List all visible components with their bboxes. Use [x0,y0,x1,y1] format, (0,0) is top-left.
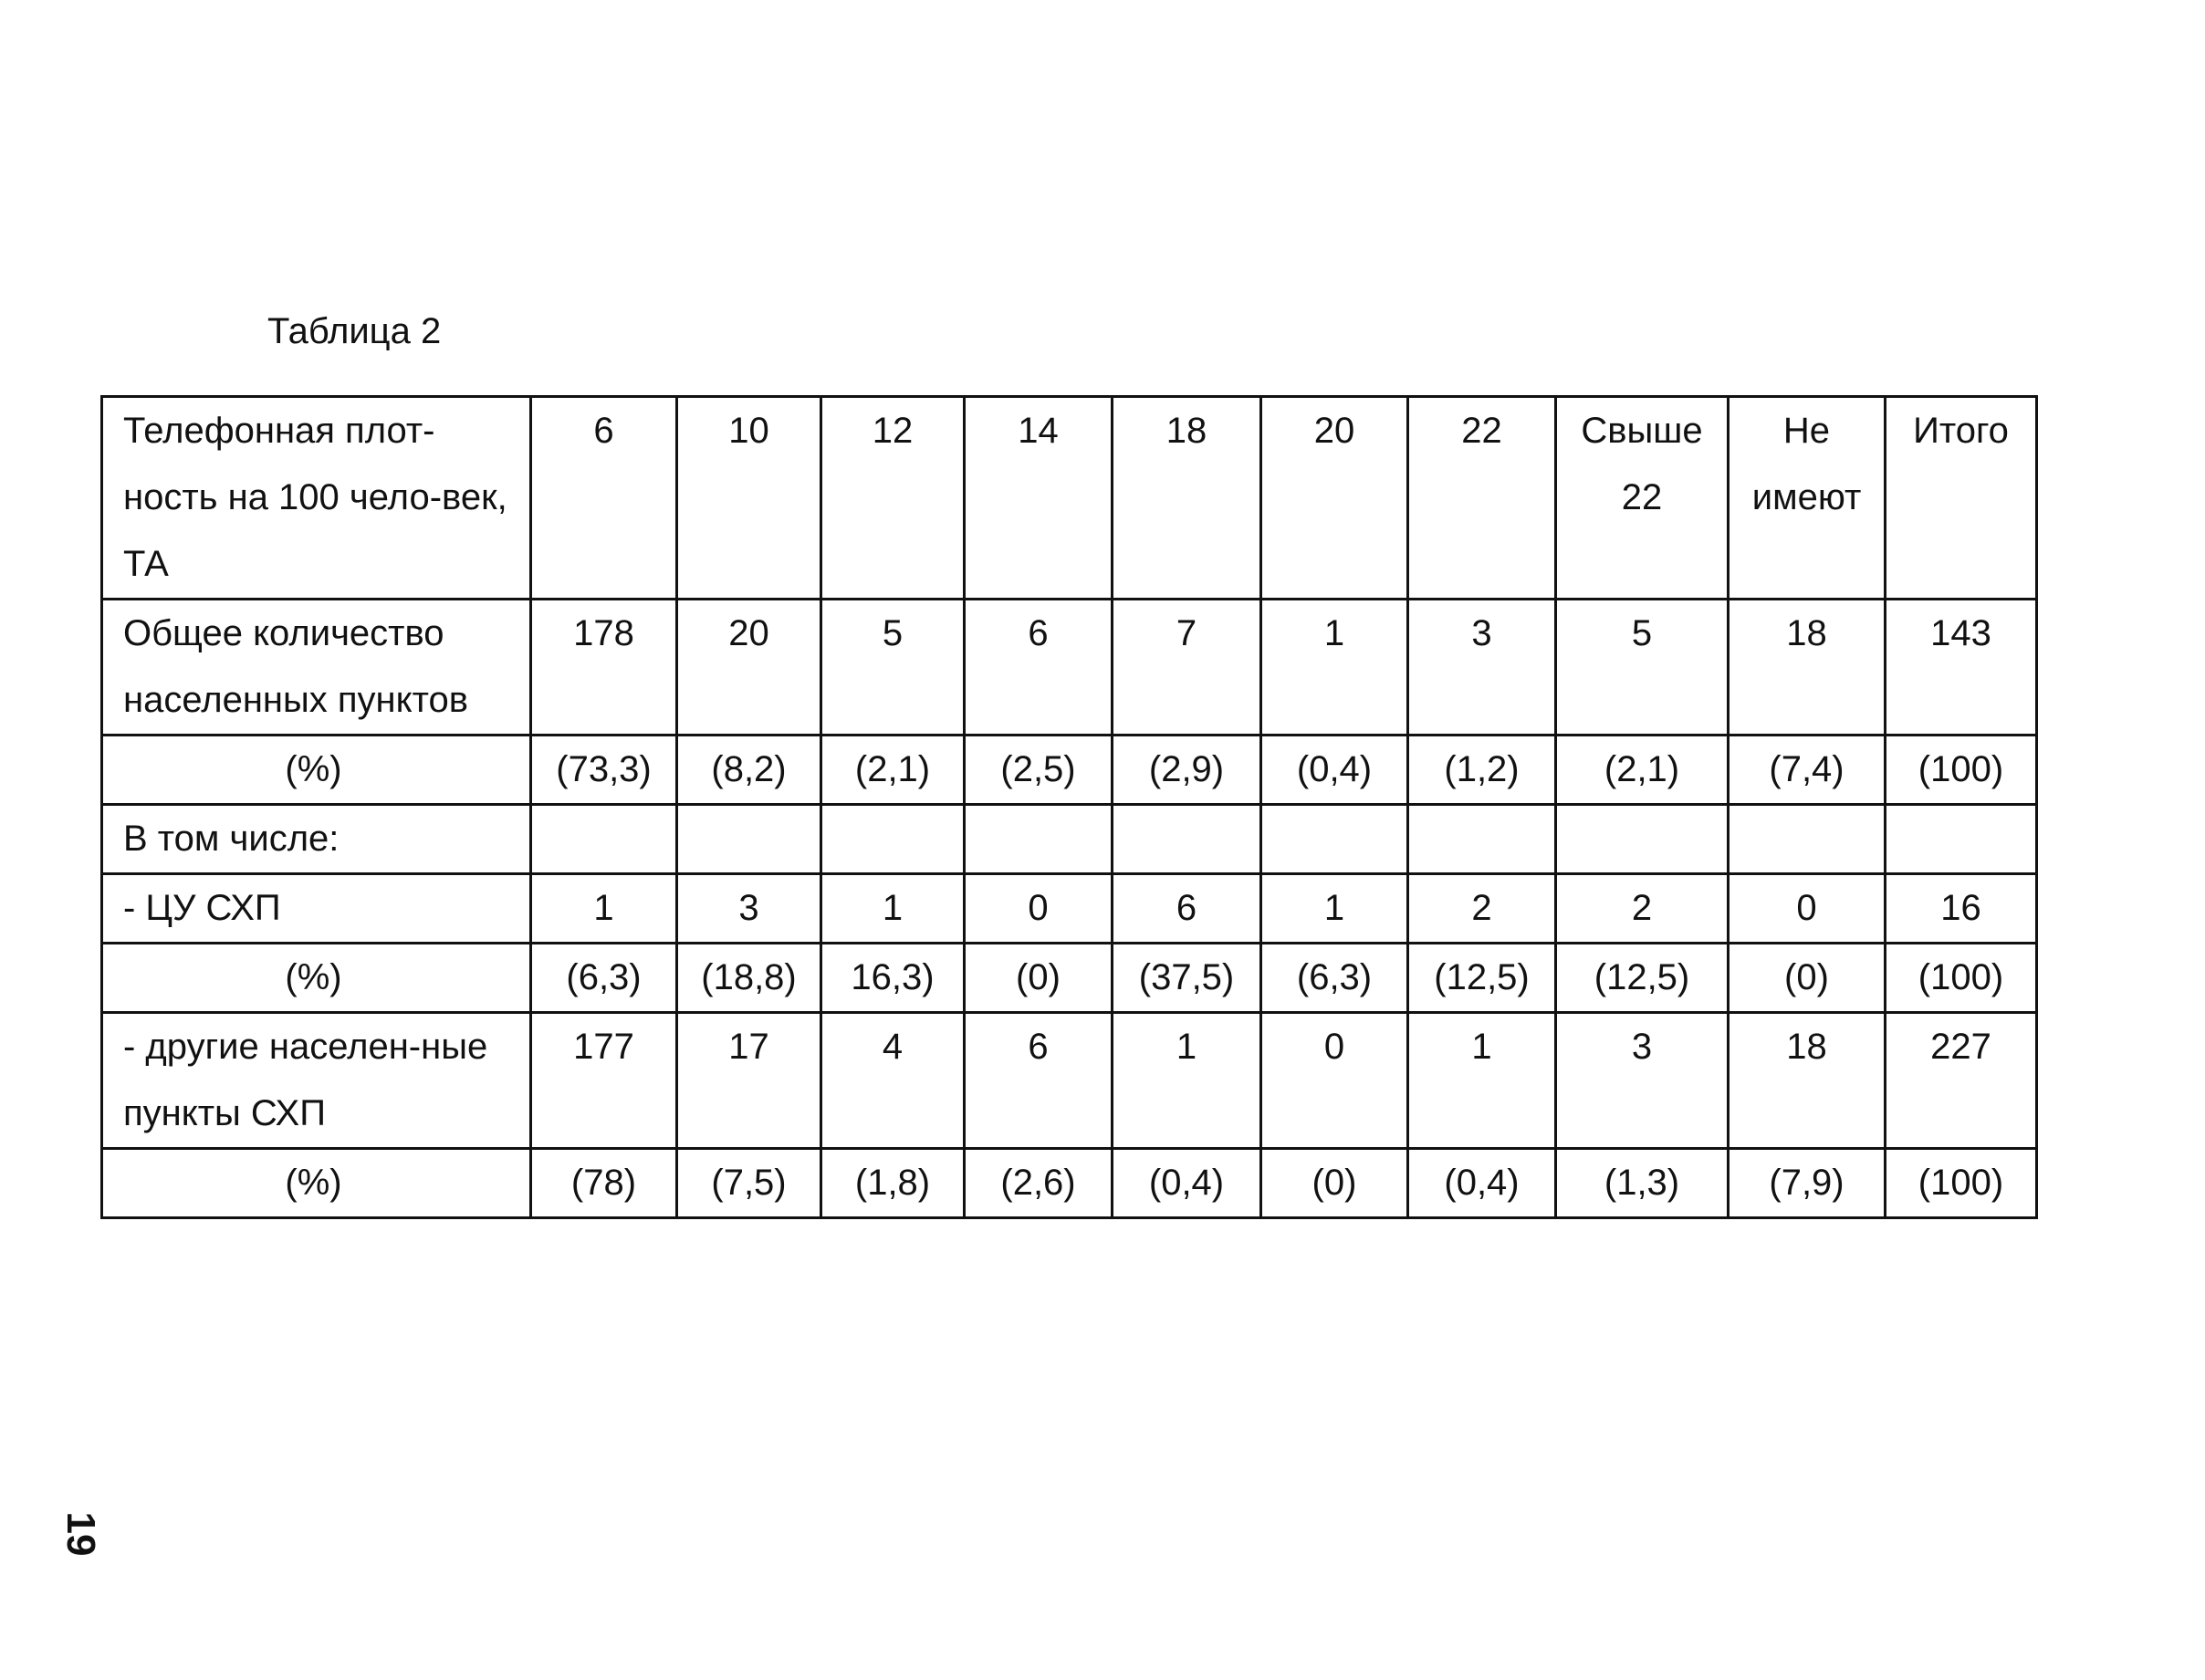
header-cell: 10 [677,397,821,600]
row-label: - ЦУ СХП [102,874,531,944]
table-cell: (37,5) [1113,944,1261,1013]
table-cell: 6 [965,600,1113,736]
table-cell: 178 [531,600,677,736]
header-cell: Свыше 22 [1556,397,1729,600]
table-cell: (7,9) [1729,1149,1886,1218]
table-cell: 143 [1886,600,2037,736]
table-cell: (2,1) [1556,736,1729,805]
table-cell [821,805,965,874]
table-cell: 4 [821,1013,965,1149]
table-cell: (0,4) [1261,736,1408,805]
table-row [102,736,2037,805]
header-cell: Итого [1886,397,2037,600]
table-cell: 5 [1556,600,1729,736]
header-cell: 12 [821,397,965,600]
table-cell: 1 [1261,600,1408,736]
row-label: - другие населен-ные пункты СХП [102,1013,531,1149]
header-cell: Не имеют [1729,397,1886,600]
table-row [102,600,2037,736]
table-cell: (6,3) [531,944,677,1013]
table-cell: 3 [1556,1013,1729,1149]
table-caption: Таблица 2 [267,311,442,351]
table-cell: 0 [965,874,1113,944]
table-cell: (100) [1886,944,2037,1013]
table-cell: 5 [821,600,965,736]
header-label-cell: Телефонная плот-ность на 100 чело-век, ТА [102,397,531,600]
table-cell: (100) [1886,736,2037,805]
table-cell: 1 [1261,874,1408,944]
table-cell: 16,3) [821,944,965,1013]
table-cell: 2 [1556,874,1729,944]
table-row [102,805,2037,874]
table-cell [677,805,821,874]
table-cell: 1 [531,874,677,944]
table-cell: 3 [1408,600,1556,736]
table-cell [1408,805,1556,874]
table-cell: (73,3) [531,736,677,805]
row-label: (%) [102,1149,531,1218]
table-cell: 17 [677,1013,821,1149]
table-row [102,1013,2037,1149]
table-cell: 177 [531,1013,677,1149]
table-cell: (7,5) [677,1149,821,1218]
table-cell: 20 [677,600,821,736]
table-cell: 2 [1408,874,1556,944]
table-cell: (1,3) [1556,1149,1729,1218]
table-cell: (7,4) [1729,736,1886,805]
table-cell: (6,3) [1261,944,1408,1013]
page-number: 19 [58,1511,103,1557]
table-cell: (12,5) [1408,944,1556,1013]
row-label: (%) [102,944,531,1013]
row-label: В том числе: [102,805,531,874]
table-cell: (2,9) [1113,736,1261,805]
header-cell: 18 [1113,397,1261,600]
table-cell [1886,805,2037,874]
table-cell: (12,5) [1556,944,1729,1013]
table-cell: 227 [1886,1013,2037,1149]
table-row [102,944,2037,1013]
table-cell: 6 [965,1013,1113,1149]
header-cell: 6 [531,397,677,600]
table-cell: (18,8) [677,944,821,1013]
table-cell: (2,6) [965,1149,1113,1218]
table-cell: (0,4) [1113,1149,1261,1218]
table-cell: (1,2) [1408,736,1556,805]
table-row [102,1149,2037,1218]
table-cell: 0 [1729,874,1886,944]
table-cell: 16 [1886,874,2037,944]
table-cell [1556,805,1729,874]
table-cell: (2,5) [965,736,1113,805]
table-cell: 0 [1261,1013,1408,1149]
table-cell: 1 [1408,1013,1556,1149]
table-cell: (100) [1886,1149,2037,1218]
data-table [100,395,2038,1219]
table-cell: 6 [1113,874,1261,944]
table-cell: 18 [1729,600,1886,736]
table-cell: 7 [1113,600,1261,736]
header-cell: 14 [965,397,1113,600]
table-cell [1261,805,1408,874]
table-cell: 3 [677,874,821,944]
table-cell [1113,805,1261,874]
table-row [102,874,2037,944]
table-cell: (0) [1729,944,1886,1013]
header-row [102,397,2037,600]
table-cell [531,805,677,874]
table-cell: (1,8) [821,1149,965,1218]
table-cell [1729,805,1886,874]
table-cell [965,805,1113,874]
table-cell: 18 [1729,1013,1886,1149]
row-label: (%) [102,736,531,805]
table-cell: (0) [965,944,1113,1013]
table-cell: (0,4) [1408,1149,1556,1218]
table-cell: (2,1) [821,736,965,805]
table-cell: (8,2) [677,736,821,805]
table-cell: (78) [531,1149,677,1218]
table-cell: 1 [1113,1013,1261,1149]
table-cell: 1 [821,874,965,944]
row-label: Общее количество населенных пунктов [102,600,531,736]
header-cell: 22 [1408,397,1556,600]
header-cell: 20 [1261,397,1408,600]
table-cell: (0) [1261,1149,1408,1218]
